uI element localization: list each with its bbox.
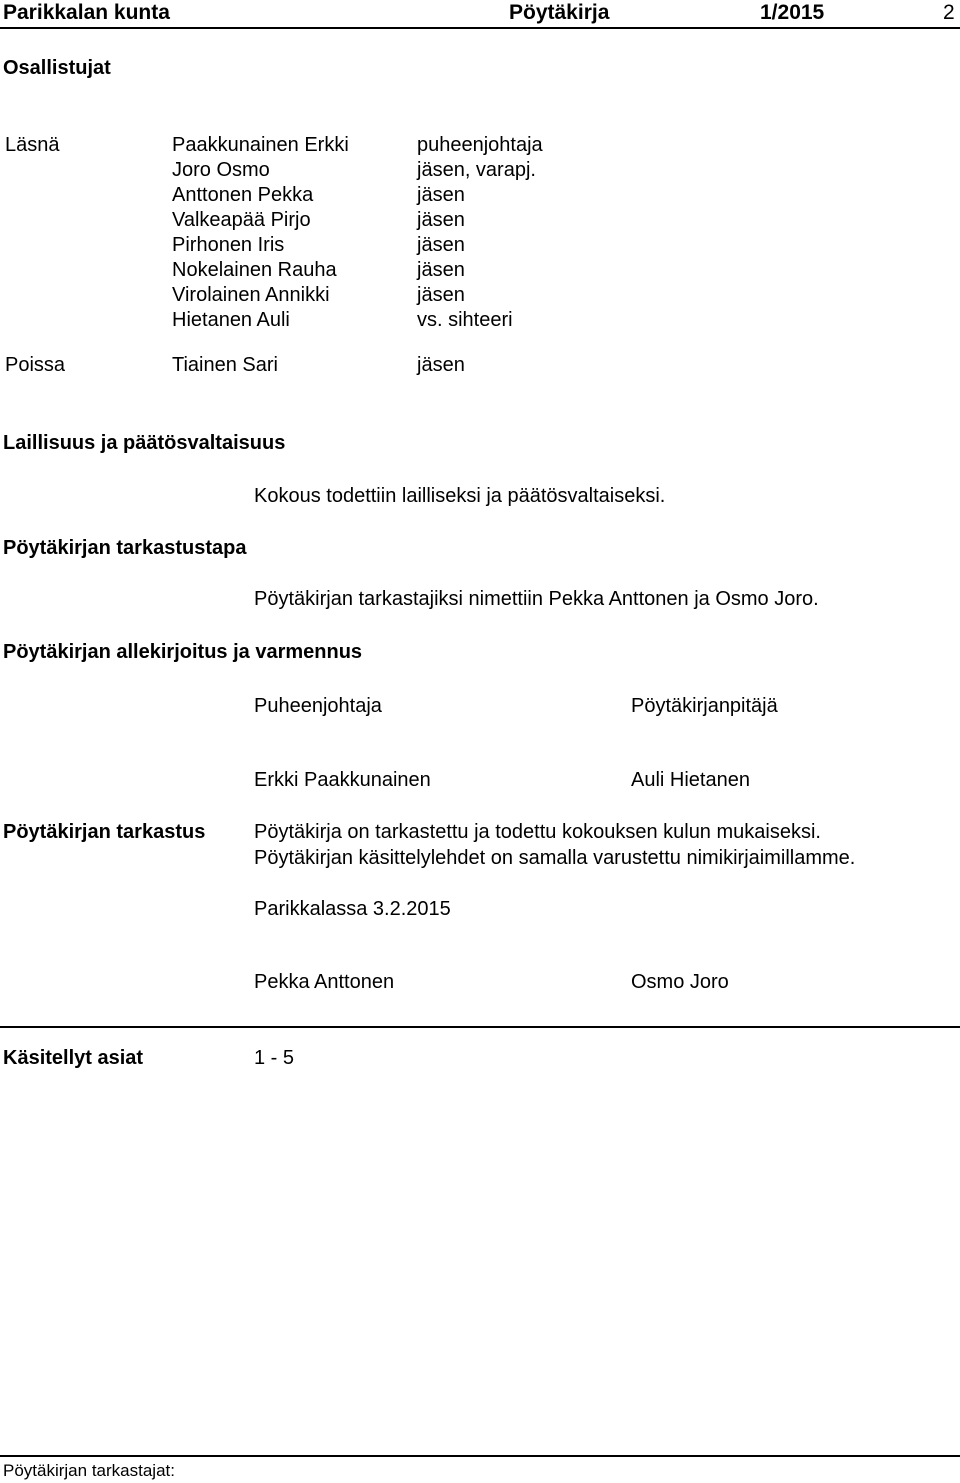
present-name: Paakkunainen Erkki xyxy=(172,134,349,156)
present-names-list xyxy=(172,133,349,333)
document-number: 1/2015 xyxy=(760,1,825,24)
inspection-line-2: Pöytäkirjan käsittelylehdet on samalla varustettu nimikirjaimillamme. xyxy=(254,847,856,869)
secretary-title: Pöytäkirjanpitäjä xyxy=(631,695,778,717)
signing-heading: Pöytäkirjan allekirjoitus ja varmennus xyxy=(3,641,363,663)
absent-label: Poissa xyxy=(5,354,66,376)
present-name: Nokelainen Rauha xyxy=(172,259,337,281)
present-role: jäsen xyxy=(417,284,465,306)
document-type: Pöytäkirja xyxy=(509,1,610,24)
inspection-method-text: Pöytäkirjan tarkastajiksi nimettiin Pekka Anttonen ja Osmo Joro. xyxy=(254,588,819,610)
present-roles-list xyxy=(417,133,543,333)
present-role: vs. sihteeri xyxy=(417,309,513,331)
section-divider xyxy=(0,1026,960,1028)
inspection-method-heading: Pöytäkirjan tarkastustapa xyxy=(3,537,247,559)
secretary-name: Auli Hietanen xyxy=(631,769,750,791)
handled-items-value: 1 - 5 xyxy=(254,1047,295,1069)
absent-role: jäsen xyxy=(417,354,465,376)
present-role: puheenjohtaja xyxy=(417,134,543,156)
chair-title: Puheenjohtaja xyxy=(254,695,382,717)
present-role: jäsen, varapj. xyxy=(417,159,536,181)
present-name: Anttonen Pekka xyxy=(172,184,314,206)
header-divider xyxy=(0,27,960,29)
footer-inspectors-label: Pöytäkirjan tarkastajat: xyxy=(3,1461,175,1480)
present-name: Pirhonen Iris xyxy=(172,234,285,256)
municipality-name: Parikkalan kunta xyxy=(3,1,170,24)
present-name: Joro Osmo xyxy=(172,159,270,181)
inspection-line-1: Pöytäkirja on tarkastettu ja todettu kokouksen kulun mukaiseksi. xyxy=(254,821,821,843)
place-date: Parikkalassa 3.2.2015 xyxy=(254,898,451,920)
present-role: jäsen xyxy=(417,209,465,231)
present-role: jäsen xyxy=(417,234,465,256)
present-role: jäsen xyxy=(417,259,465,281)
present-name: Virolainen Annikki xyxy=(172,284,330,306)
absent-name: Tiainen Sari xyxy=(172,354,278,376)
inspection-heading: Pöytäkirjan tarkastus xyxy=(3,821,206,843)
inspector-2-name: Osmo Joro xyxy=(631,971,729,993)
present-name: Valkeapää Pirjo xyxy=(172,209,311,231)
legality-text: Kokous todettiin lailliseksi ja päätösvaltaiseksi. xyxy=(254,485,666,507)
present-role: jäsen xyxy=(417,184,465,206)
footer-divider xyxy=(0,1455,960,1457)
present-name: Hietanen Auli xyxy=(172,309,290,331)
page-number: 2 xyxy=(943,1,955,24)
present-label: Läsnä xyxy=(5,134,60,156)
participants-heading: Osallistujat xyxy=(3,57,111,79)
inspector-1-name: Pekka Anttonen xyxy=(254,971,395,993)
legality-heading: Laillisuus ja päätösvaltaisuus xyxy=(3,432,286,454)
handled-items-heading: Käsitellyt asiat xyxy=(3,1047,144,1069)
chair-name: Erkki Paakkunainen xyxy=(254,769,431,791)
